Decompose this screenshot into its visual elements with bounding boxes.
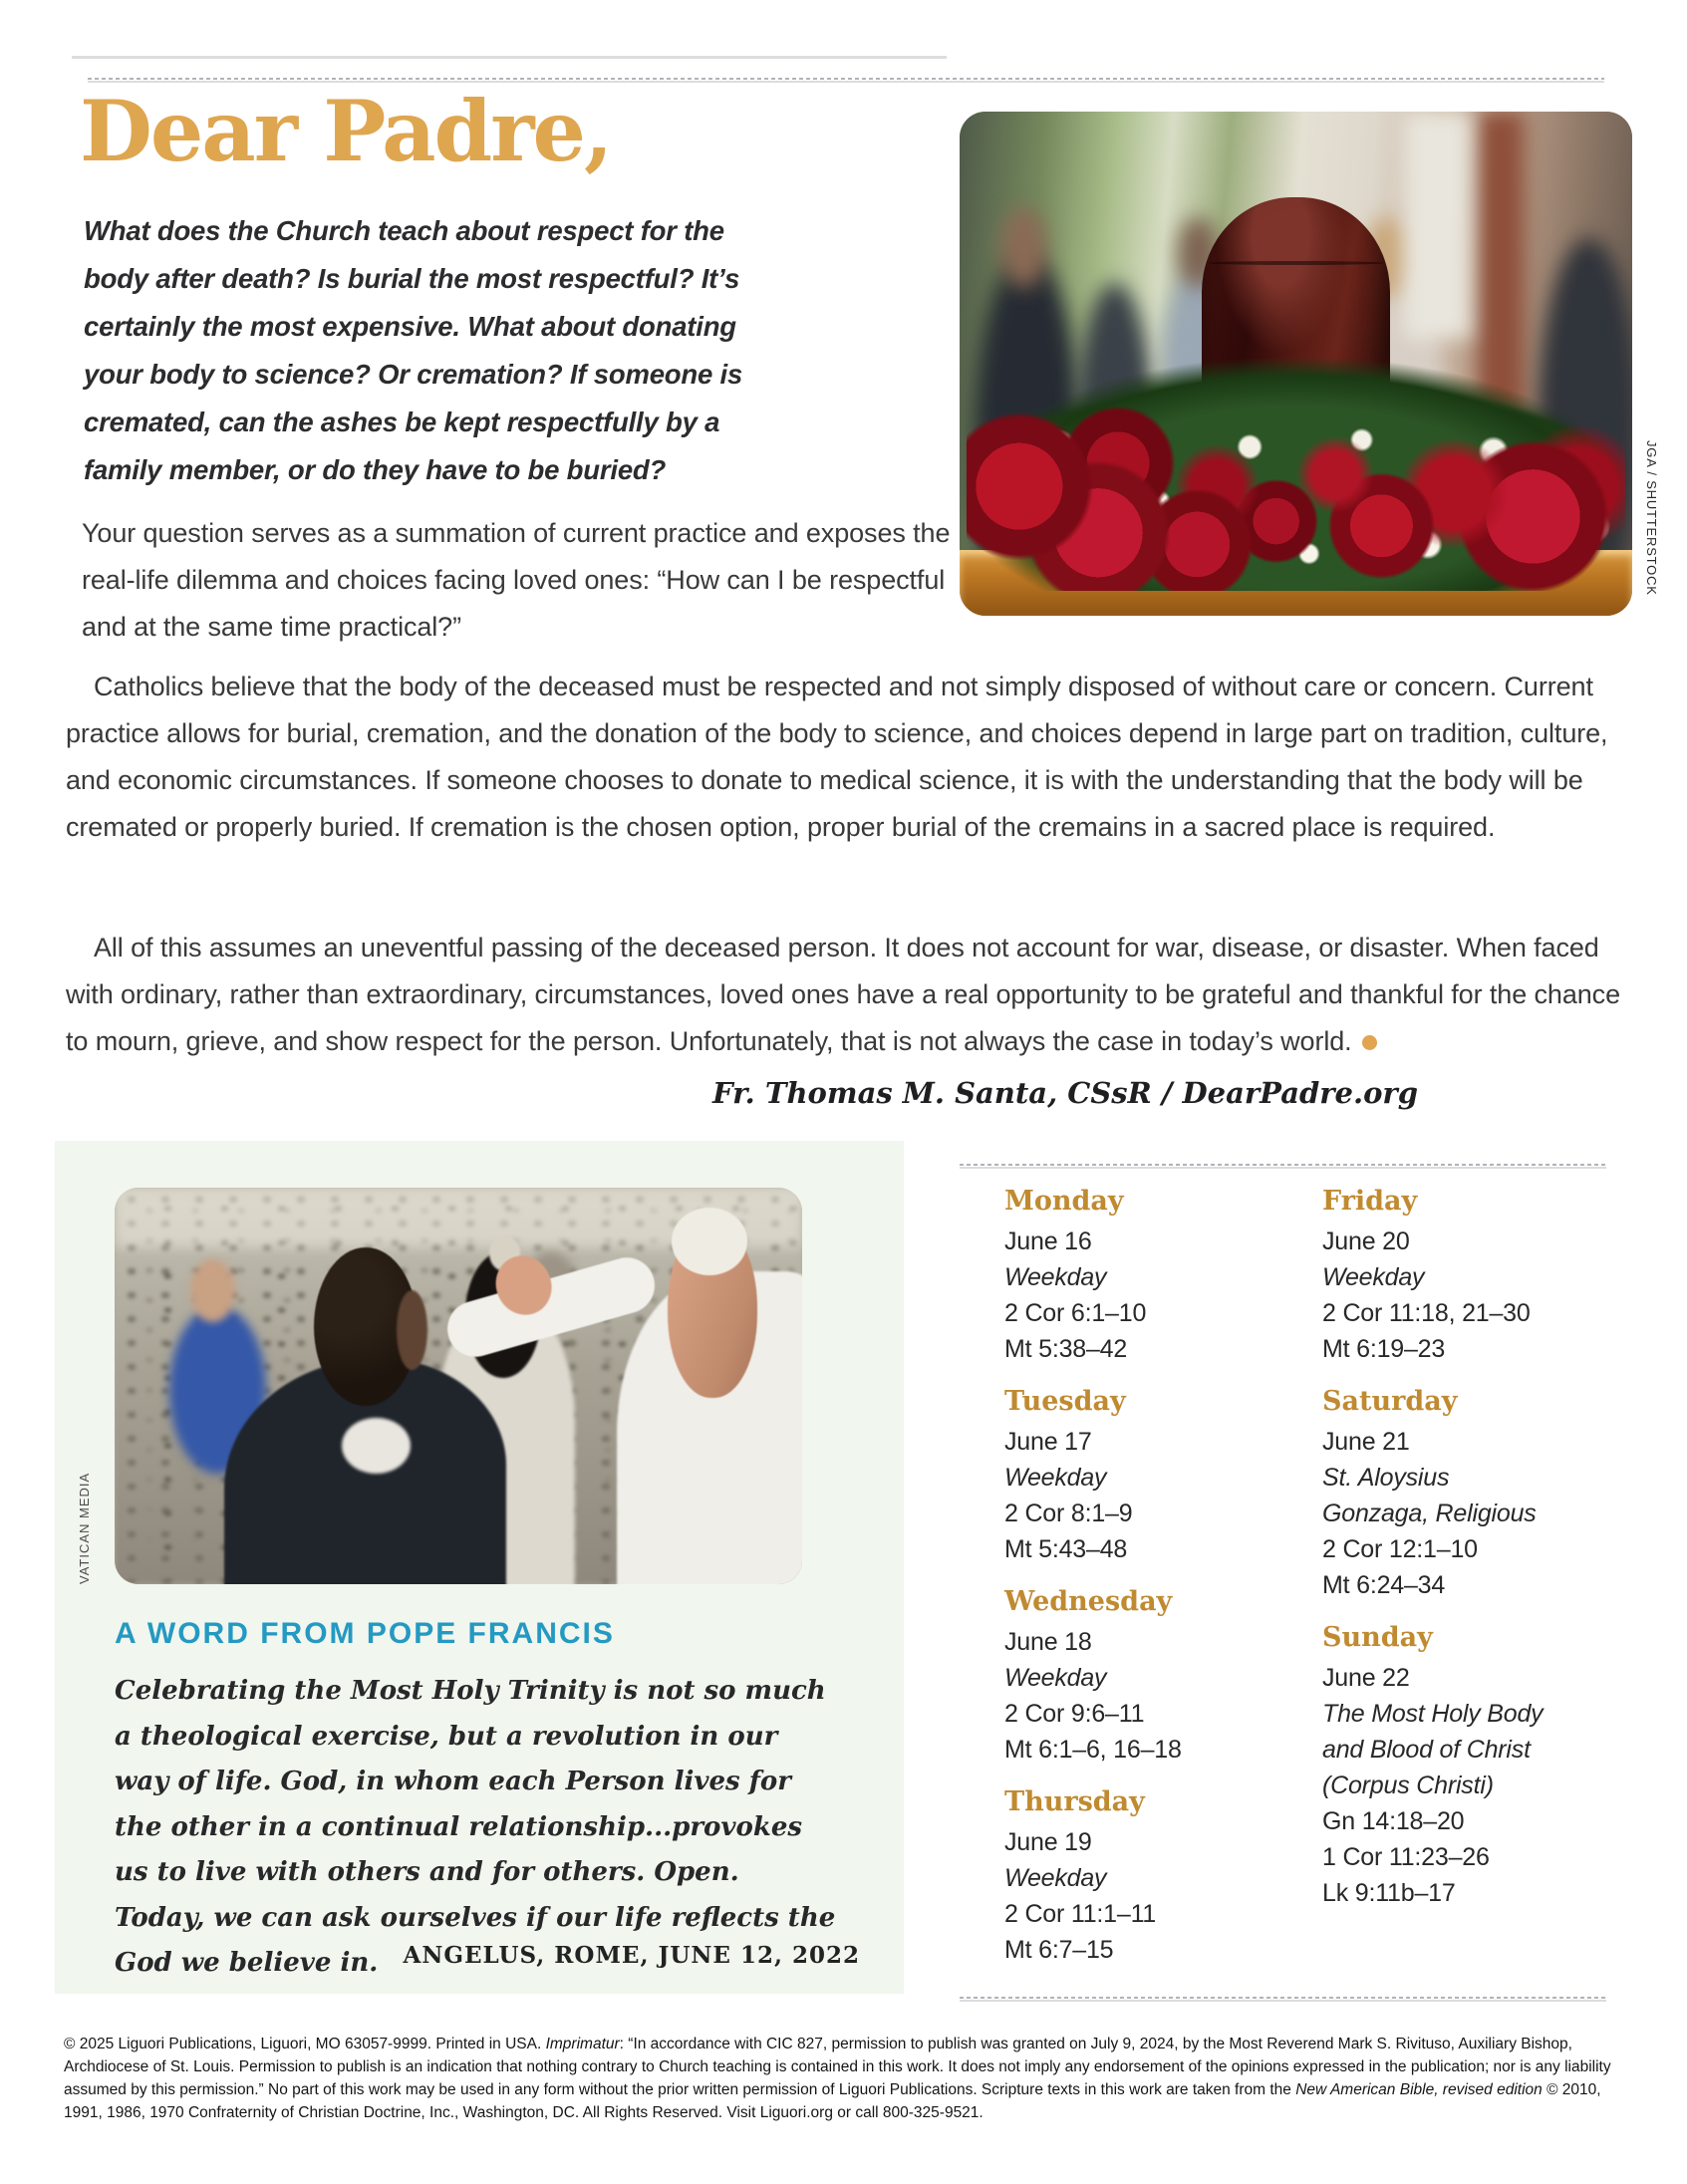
day-reading: Mt 6:24–34 <box>1322 1571 1446 1599</box>
day-reading: Mt 5:38–42 <box>1004 1335 1128 1363</box>
mourner-head <box>1000 207 1047 288</box>
white-collar <box>342 1418 411 1474</box>
day-date: June 18 <box>1004 1628 1092 1656</box>
day-reading: Mt 6:1–6, 16–18 <box>1004 1736 1182 1764</box>
day-date: June 21 <box>1322 1428 1410 1456</box>
calendar-bottom-divider <box>960 1997 1606 1999</box>
background-column <box>1404 112 1472 339</box>
day-reading: Lk 9:11b–17 <box>1322 1879 1456 1907</box>
day-date: June 16 <box>1004 1228 1092 1255</box>
photo-credit-urn: JGA / SHUTTERSTOCK <box>1644 440 1659 596</box>
day-reading: Mt 6:19–23 <box>1322 1335 1446 1363</box>
calendar-day-wednesday <box>1004 1586 1304 1768</box>
day-feast: Weekday <box>1004 1864 1107 1892</box>
pope-quote-attribution: ANGELUS, ROME, JUNE 12, 2022 <box>403 1942 860 1969</box>
day-name: Thursday <box>1004 1786 1145 1817</box>
copyright-footer <box>64 2033 1636 2124</box>
question-text: What does the Church teach about respect for the body after death? Is burial the most respectful? It’s certainly the most expensive. What about donating your body to science? Or cremation? If someone is cremated, can the ashes be kept respectfully by a family member, or do they have to be buried? <box>84 215 743 485</box>
calendar-top-divider <box>960 1164 1606 1166</box>
day-name: Wednesday <box>1004 1586 1173 1617</box>
day-reading: Gn 14:18–20 <box>1322 1807 1465 1835</box>
pope-zucchetto <box>672 1208 747 1275</box>
answer-paragraph-3 <box>66 925 1626 1065</box>
calendar-day-monday <box>1004 1186 1304 1367</box>
day-feast: Weekday <box>1004 1664 1107 1692</box>
footer-bible-title: New American Bible, revised edition <box>1295 2081 1543 2098</box>
photo-credit-pope: VATICAN MEDIA <box>77 1472 92 1584</box>
day-name: Monday <box>1004 1186 1124 1217</box>
scan-artifact-line <box>72 56 947 59</box>
day-feast: The Most Holy Body and Blood of Christ (Corpus Christi) <box>1322 1700 1544 1799</box>
calendar-day-tuesday <box>1004 1386 1304 1567</box>
day-date: June 19 <box>1004 1828 1092 1856</box>
day-name: Friday <box>1322 1186 1418 1217</box>
pope-quote: Celebrating the Most Holy Trinity is not so much a theological exercise, but a revolution in our way of life. God, in whom each Person lives for the other in a continual relationship...provokes us to live with others and for others. Open. Today, we can ask ourselves if our life reflects the God we believe in. <box>115 1676 836 1978</box>
day-name: Tuesday <box>1004 1386 1126 1417</box>
end-of-article-dot <box>1362 1035 1377 1050</box>
footer-imprimatur-label: Imprimatur <box>545 2036 620 2052</box>
calendar-column-1 <box>1004 1186 1304 1987</box>
day-feast: Weekday <box>1322 1263 1425 1291</box>
footer-text: © 2025 Liguori Publications, Liguori, MO 63057-9999. Printed in USA. <box>64 2036 546 2052</box>
day-name: Saturday <box>1322 1386 1458 1417</box>
day-reading: 2 Cor 9:6–11 <box>1004 1700 1145 1728</box>
pope-francis-panel <box>55 1141 904 1994</box>
day-reading: 2 Cor 12:1–10 <box>1322 1535 1478 1563</box>
top-divider <box>88 78 1604 80</box>
page-title: Dear Padre, <box>80 82 612 180</box>
calendar-day-saturday <box>1322 1386 1622 1603</box>
rose-arrangement <box>967 359 1626 591</box>
calendar-day-thursday <box>1004 1786 1304 1968</box>
day-date: June 17 <box>1004 1428 1092 1456</box>
answer-paragraph-2: Catholics believe that the body of the deceased must be respected and not simply disposed of without care or concern. Current practice allows for burial, cremation, and the donation of the body to science, and choices depend in large part on tradition, culture, and economic circumstances. If someone chooses to donate to medical science, it is with the understanding that the body will be cremated or properly buried. If cremation is the chosen option, proper burial of the cremains in a sacred place is required. <box>66 672 1608 842</box>
weekly-readings-calendar <box>1004 1186 1622 1987</box>
footer-text: : “In accordance with CIC 827, permission to publish was granted on July 9, 2024, by the Most Reverend Mark S. Rivituso, Auxiliary Bishop, Archdiocese of St. Louis. Permission to publish is an indication that nothing contrary to Church teaching is contained in this work. It does not imply any endorsement of the opinions expressed in the publication; nor is any liability assumed by this permission.” No part of this work may be used in any form without the prior written permission of Liguori Publications. Scripture texts in this work are taken from the <box>64 2036 1611 2098</box>
day-reading: 2 Cor 8:1–9 <box>1004 1500 1133 1527</box>
calendar-day-friday <box>1322 1186 1622 1367</box>
day-feast: Weekday <box>1004 1464 1107 1492</box>
day-date: June 20 <box>1322 1228 1410 1255</box>
answer-paragraph-3-text: All of this assumes an uneventful passing of the deceased person. It does not account for war, disease, or disaster. When faced with ordinary, rather than extraordinary, circumstances, loved ones have a real opportunity to be grateful and thankful for the chance to mourn, grieve, and show respect for the person. Unfortunately, that is not always the case in today’s world. <box>66 933 1620 1056</box>
footer-text: © 2010, 1991, 1986, 1970 Confraternity of Christian Doctrine, Inc., Washington, DC. All Rights Reserved. Visit Liguori.org or call 800-325-9521. <box>64 2081 1601 2121</box>
calendar-day-sunday <box>1322 1622 1622 1911</box>
answer-paragraph-1: Your question serves as a summation of current practice and exposes the real-life dilemma and choices facing loved ones: “How can I be respectful and at the same time practical?” <box>82 518 951 642</box>
author-byline: Fr. Thomas M. Santa, CSsR / DearPadre.org <box>711 1076 1418 1110</box>
day-reading: 2 Cor 11:1–11 <box>1004 1900 1157 1928</box>
day-reading: 2 Cor 6:1–10 <box>1004 1299 1147 1327</box>
foreground-woman-face <box>397 1290 427 1370</box>
day-reading: Mt 5:43–48 <box>1004 1535 1128 1563</box>
day-name: Sunday <box>1322 1622 1433 1653</box>
day-reading: Mt 6:7–15 <box>1004 1936 1114 1964</box>
day-feast: Weekday <box>1004 1263 1107 1291</box>
urn-flowers-photo <box>960 112 1632 616</box>
man-head <box>190 1259 235 1323</box>
calendar-column-2 <box>1322 1186 1622 1987</box>
day-date: June 22 <box>1322 1664 1410 1692</box>
day-reading: 2 Cor 11:18, 21–30 <box>1322 1299 1531 1327</box>
pope-section-heading: A WORD FROM POPE FRANCIS <box>115 1617 615 1650</box>
pope-francis-photo <box>115 1188 802 1584</box>
day-reading: 1 Cor 11:23–26 <box>1322 1843 1490 1871</box>
day-feast: St. Aloysius Gonzaga, Religious <box>1322 1464 1537 1527</box>
